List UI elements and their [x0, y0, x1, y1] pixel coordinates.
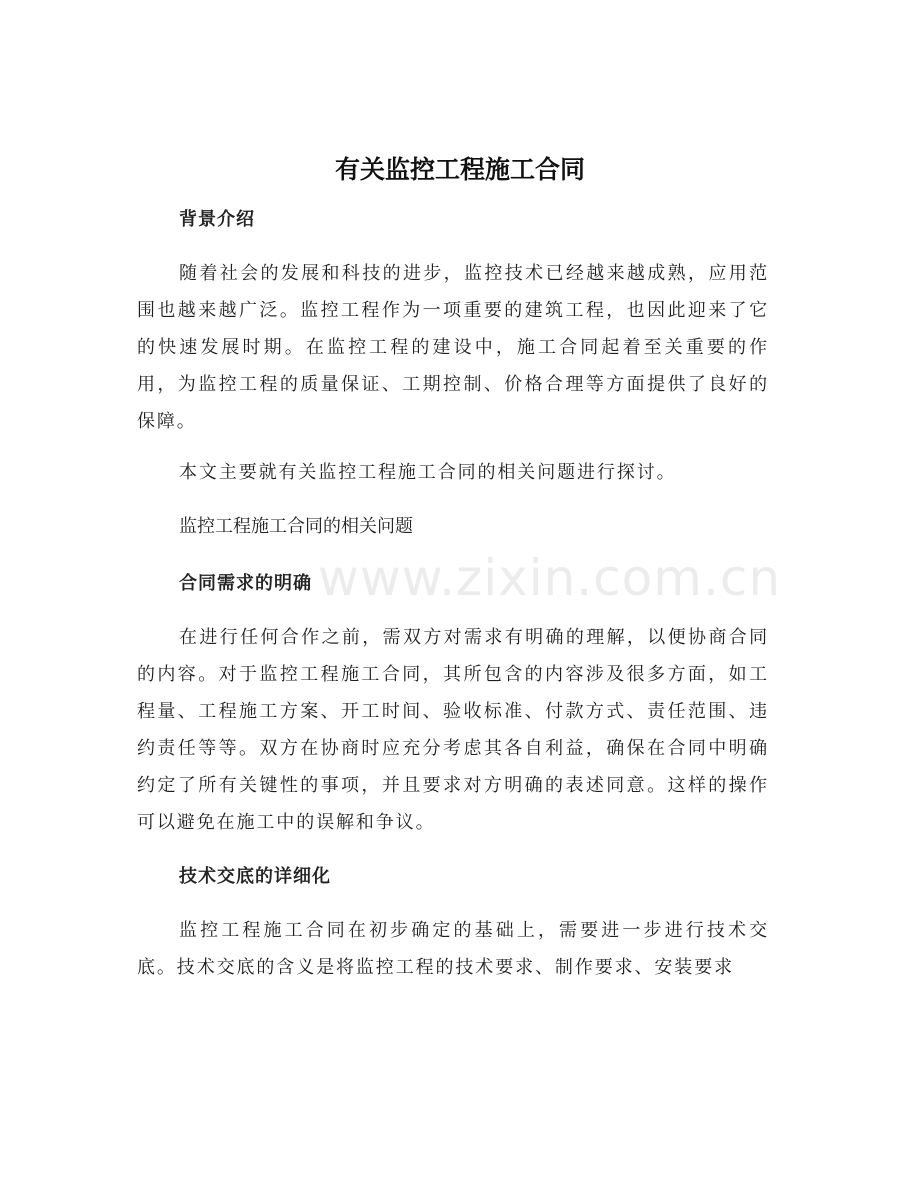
paragraph-tech: 监控工程施工合同在初步确定的基础上，需要进一步进行技术交底。技术交底的含义是将监控工程的技术要求、制作要求、安装要求	[137, 920, 769, 978]
paragraph-requirements: 在进行任何合作之前，需双方对需求有明确的理解，以便协商合同的内容。对于监控工程施工合同，其所包含的内容涉及很多方面，如工程量、工程施工方案、开工时间、验收标准、付款方式、责任范围、违约责任等等。双方在协商时应充分考虑其各自利益，确保在合同中明确约定了所有关键性的事项，并且要求对方明确的表述同意。这样的操作可以避免在施工中的误解和争议。	[137, 627, 769, 833]
paragraph-background-2: 本文主要就有关监控工程施工合同的相关问题进行探讨。	[179, 462, 677, 483]
section-heading-tech: 技术交底的详细化	[179, 866, 331, 887]
section-heading-issues: 监控工程施工合同的相关问题	[179, 516, 413, 537]
document-title: 有关监控工程施工合同	[334, 155, 585, 184]
section-heading-requirements: 合同需求的明确	[179, 573, 312, 594]
paragraph-background-1: 随着社会的发展和科技的进步，监控技术已经越来越成熟，应用范围也越来越广泛。监控工程作为一项重要的建筑工程，也因此迎来了它的快速发展时期。在监控工程的建设中，施工合同起着至关重要的作用，为监控工程的质量保证、工期控制、价格合理等方面提供了良好的保障。	[137, 263, 769, 432]
section-heading-background: 背景介绍	[179, 209, 255, 230]
watermark: www.zixin.com.cn	[318, 549, 782, 607]
document-body	[137, 198, 769, 986]
